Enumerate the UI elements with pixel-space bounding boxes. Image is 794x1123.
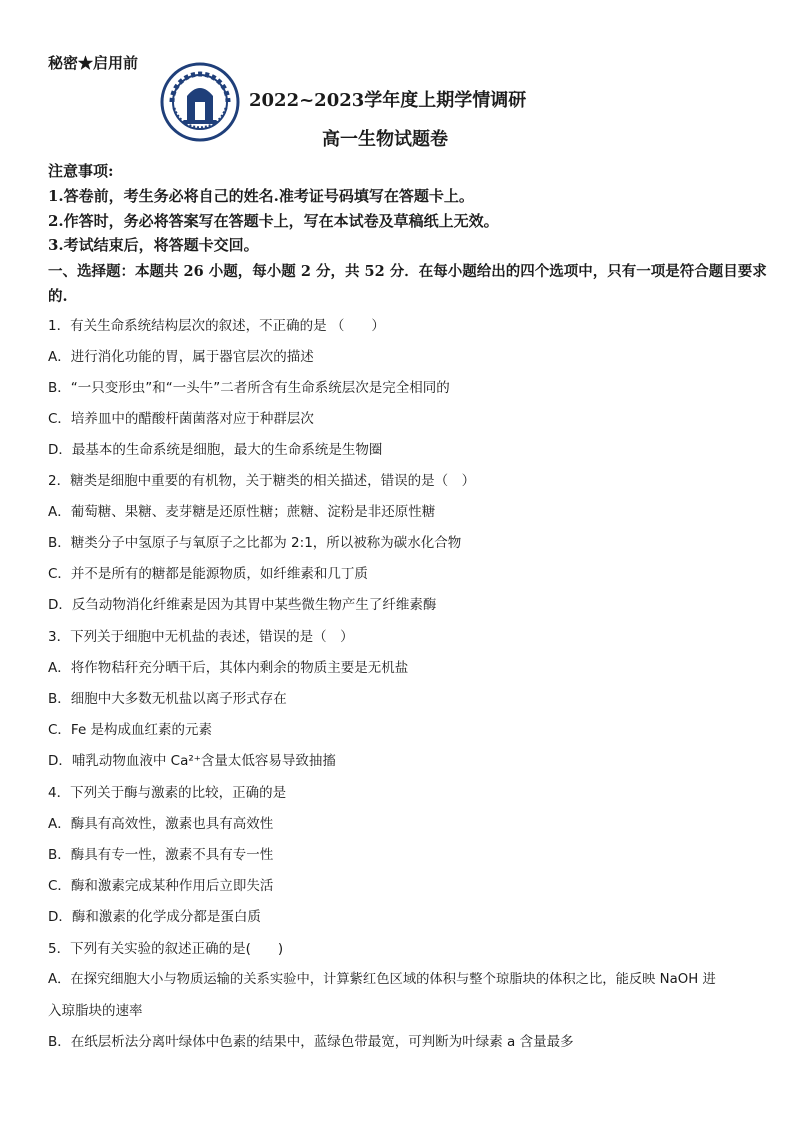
question-option: B．酶具有专一性，激素不具有专一性: [48, 847, 274, 863]
exam-title: 2022~2023学年度上期学情调研: [249, 90, 527, 111]
question-stem: 4．下列关于酶与激素的比较，正确的是: [48, 785, 287, 801]
question-option: C．酶和激素完成某种作用后立即失活: [48, 878, 274, 894]
question-option: C．并不是所有的糖都是能源物质，如纤维素和几丁质: [48, 566, 368, 582]
question-stem: 1．有关生命系统结构层次的叙述，不正确的是 （ ）: [48, 318, 385, 334]
question-option: B．细胞中大多数无机盐以离子形式存在: [48, 691, 287, 707]
question-option: B．“一只变形虫”和“一头牛”二者所含有生命系统层次是完全相同的: [48, 380, 450, 396]
section-instructions-cont: 的.: [48, 288, 68, 305]
question-stem: 3．下列关于细胞中无机盐的表述，错误的是（ ）: [48, 629, 354, 645]
question-stem: 5．下列有关实验的叙述正确的是( ): [48, 941, 284, 957]
notice-item: 3.考试结束后，将答题卡交回。: [48, 236, 259, 254]
question-option: D．哺乳动物血液中 Ca²⁺含量太低容易导致抽搐: [48, 753, 336, 769]
notice-heading: 注意事项:: [48, 162, 114, 180]
exam-subtitle: 高一生物试题卷: [322, 129, 448, 150]
question-option: A．葡萄糖、果糖、麦芽糖是还原性糖；蔗糖、淀粉是非还原性糖: [48, 504, 436, 520]
question-option: A．在探究细胞大小与物质运输的关系实验中，计算紫红色区域的体积与整个琼脂块的体积之比，能反映 NaOH 进: [48, 972, 716, 987]
question-option: B．糖类分子中氢原子与氧原子之比都为 2:1，所以被称为碳水化合物: [48, 535, 462, 551]
question-option: D．反刍动物消化纤维素是因为其胃中某些微生物产生了纤维素酶: [48, 597, 437, 613]
section-instructions: 一、选择题：本题共 26 小题，每小题 2 分，共 52 分．在每小题给出的四个选项中，只有一项是符合题目要求: [48, 263, 767, 280]
question-option-cont: 入琼脂块的速率: [48, 1003, 143, 1019]
question-option: B．在纸层析法分离叶绿体中色素的结果中，蓝绿色带最宽，可判断为叶绿素 a 含量最多: [48, 1034, 574, 1050]
secret-label: 秘密★启用前: [48, 54, 139, 72]
notice-item: 1.答卷前，考生务必将自己的姓名.准考证号码填写在答题卡上。: [48, 187, 474, 205]
notice-item: 2.作答时，务必将答案写在答题卡上，写在本试卷及草稿纸上无效。: [48, 212, 499, 230]
question-option: A．酶具有高效性，激素也具有高效性: [48, 816, 274, 832]
question-option: A．进行消化功能的胃，属于器官层次的描述: [48, 349, 314, 365]
question-option: D．酶和激素的化学成分都是蛋白质: [48, 909, 261, 925]
school-seal-logo: [160, 62, 240, 142]
question-option: C．Fe 是构成血红素的元素: [48, 722, 213, 738]
question-option: D．最基本的生命系统是细胞，最大的生命系统是生物圈: [48, 442, 383, 458]
question-option: A．将作物秸秆充分晒干后，其体内剩余的物质主要是无机盐: [48, 660, 409, 676]
question-option: C．培养皿中的醋酸杆菌菌落对应于种群层次: [48, 411, 314, 427]
question-stem: 2．糖类是细胞中重要的有机物，关于糖类的相关描述，错误的是（ ）: [48, 473, 476, 489]
